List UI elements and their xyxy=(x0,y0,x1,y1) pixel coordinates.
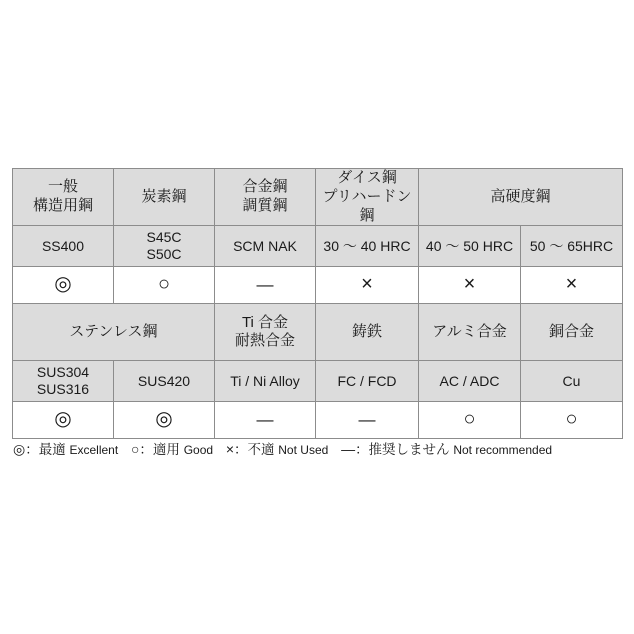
matrix-table xyxy=(12,168,623,439)
legend xyxy=(13,438,623,458)
cell-line: 50 ～ 65HRC xyxy=(529,237,614,254)
cell-line: 耐熱合金 xyxy=(234,332,295,350)
rating-cell-cu xyxy=(521,402,623,439)
sub-cell-40-50-hrc xyxy=(419,226,521,267)
cell-line: SCM NAK xyxy=(233,237,297,254)
header-cell-alloy-steel xyxy=(215,169,316,226)
header-cell-copper-alloy xyxy=(521,304,623,361)
rating-cell-ss400 xyxy=(13,267,114,304)
rating-symbol-good: ○ xyxy=(157,273,171,296)
sub-cell-30-40-hrc xyxy=(316,226,419,267)
cell-line: 調質鋼 xyxy=(242,197,288,215)
header-cell-aluminum-alloy xyxy=(419,304,521,361)
legend-label: ：適用 xyxy=(139,442,180,457)
rating-symbol-not-recommended: — xyxy=(358,410,376,430)
sub-cell-50-65-hrc xyxy=(521,226,623,267)
cell-line: 30 ～ 40 HRC xyxy=(323,237,411,254)
rating-symbol-not-used: × xyxy=(463,273,476,296)
rating-symbol-not-used: × xyxy=(361,273,373,296)
table-row xyxy=(13,361,623,402)
cell-line: S45C xyxy=(146,229,182,246)
rating-cell-sus304-sus316 xyxy=(13,402,114,439)
rating-symbol-excellent: ◎ xyxy=(155,408,173,431)
legend-label-en: Excellent xyxy=(69,443,119,457)
sub-cell-cu xyxy=(521,361,623,402)
sub-cell-fc-fcd xyxy=(316,361,419,402)
sub-cell-sus420 xyxy=(114,361,215,402)
header-cell-ti-alloy xyxy=(215,304,316,361)
cell-line: 炭素鋼 xyxy=(141,187,187,205)
header-cell-cast-iron xyxy=(316,304,419,361)
cell-line: S50C xyxy=(146,246,182,263)
rating-cell-30-40-hrc xyxy=(316,267,419,304)
header-cell-high-hardness-steel xyxy=(419,169,623,226)
cell-line: アルミ合金 xyxy=(432,322,507,340)
header-cell-carbon-steel xyxy=(114,169,215,226)
rating-cell-s45c-s50c xyxy=(114,267,215,304)
cell-line: 構造用鋼 xyxy=(32,197,93,215)
cell-line: AC / ADC xyxy=(439,372,500,389)
legend-label: ：最適 xyxy=(25,442,66,457)
legend-label: ：不適 xyxy=(234,442,275,457)
rating-cell-scm-nak xyxy=(215,267,316,304)
cell-line: FC / FCD xyxy=(337,372,397,389)
legend-label-en: Not recommended xyxy=(453,443,553,457)
cell-line: SS400 xyxy=(41,237,85,254)
sub-cell-scm-nak xyxy=(215,226,316,267)
not-used-icon: × xyxy=(225,441,234,457)
good-icon: ○ xyxy=(130,441,140,457)
cell-line: Ti / Ni Alloy xyxy=(230,372,300,389)
material-compatibility-table xyxy=(12,168,622,439)
rating-cell-40-50-hrc xyxy=(419,267,521,304)
header-cell-general-structural-steel xyxy=(13,169,114,226)
rating-cell-sus420 xyxy=(114,402,215,439)
table-row xyxy=(13,304,623,361)
legend-item-not-recommended xyxy=(341,442,552,457)
legend-label-en: Not Used xyxy=(278,443,329,457)
rating-symbol-not-recommended: — xyxy=(256,275,274,295)
cell-line: Ti 合金 xyxy=(241,313,289,331)
legend-label: ：推奨しません xyxy=(355,442,450,457)
cell-line: 鋳鉄 xyxy=(351,322,382,340)
rating-cell-ac-adc xyxy=(419,402,521,439)
rating-cell-ti-ni-alloy xyxy=(215,402,316,439)
sub-cell-ac-adc xyxy=(419,361,521,402)
cell-line: 銅合金 xyxy=(549,322,595,340)
rating-symbol-excellent: ◎ xyxy=(54,408,72,431)
rating-symbol-not-recommended: — xyxy=(256,410,274,430)
table-row xyxy=(13,169,623,226)
cell-line: プリハードン鋼 xyxy=(322,187,412,224)
sub-cell-ti-ni-alloy xyxy=(215,361,316,402)
rating-symbol-good: ○ xyxy=(565,408,578,431)
excellent-icon: ◎ xyxy=(13,441,26,457)
table-row xyxy=(13,402,623,439)
table-row xyxy=(13,267,623,304)
not-recommended-icon: — xyxy=(341,441,356,457)
rating-cell-fc-fcd xyxy=(316,402,419,439)
cell-line: SUS304 xyxy=(36,364,90,381)
cell-line: 一般 xyxy=(47,178,78,196)
cell-line: SUS316 xyxy=(36,381,90,398)
table-row xyxy=(13,226,623,267)
legend-item-good xyxy=(131,442,213,457)
sub-cell-ss400 xyxy=(13,226,114,267)
rating-symbol-not-used: × xyxy=(565,273,578,296)
sub-cell-sus304-sus316 xyxy=(13,361,114,402)
cell-line: 高硬度鋼 xyxy=(490,187,551,205)
cell-line: 合金鋼 xyxy=(242,178,288,196)
legend-label-en: Good xyxy=(183,443,214,457)
cell-line: ダイス鋼 xyxy=(337,169,397,186)
cell-line: 40 ～ 50 HRC xyxy=(425,237,514,254)
legend-item-excellent xyxy=(13,442,118,457)
rating-symbol-good: ○ xyxy=(463,408,476,431)
legend-item-not-used xyxy=(226,442,328,457)
sub-cell-s45c-s50c xyxy=(114,226,215,267)
cell-line: ステンレス鋼 xyxy=(69,322,158,340)
rating-cell-50-65-hrc xyxy=(521,267,623,304)
header-cell-stainless-steel xyxy=(13,304,215,361)
cell-line: SUS420 xyxy=(137,372,191,389)
rating-symbol-excellent: ◎ xyxy=(54,273,72,296)
header-cell-die-steel xyxy=(316,169,419,226)
cell-line: Cu xyxy=(562,372,581,389)
